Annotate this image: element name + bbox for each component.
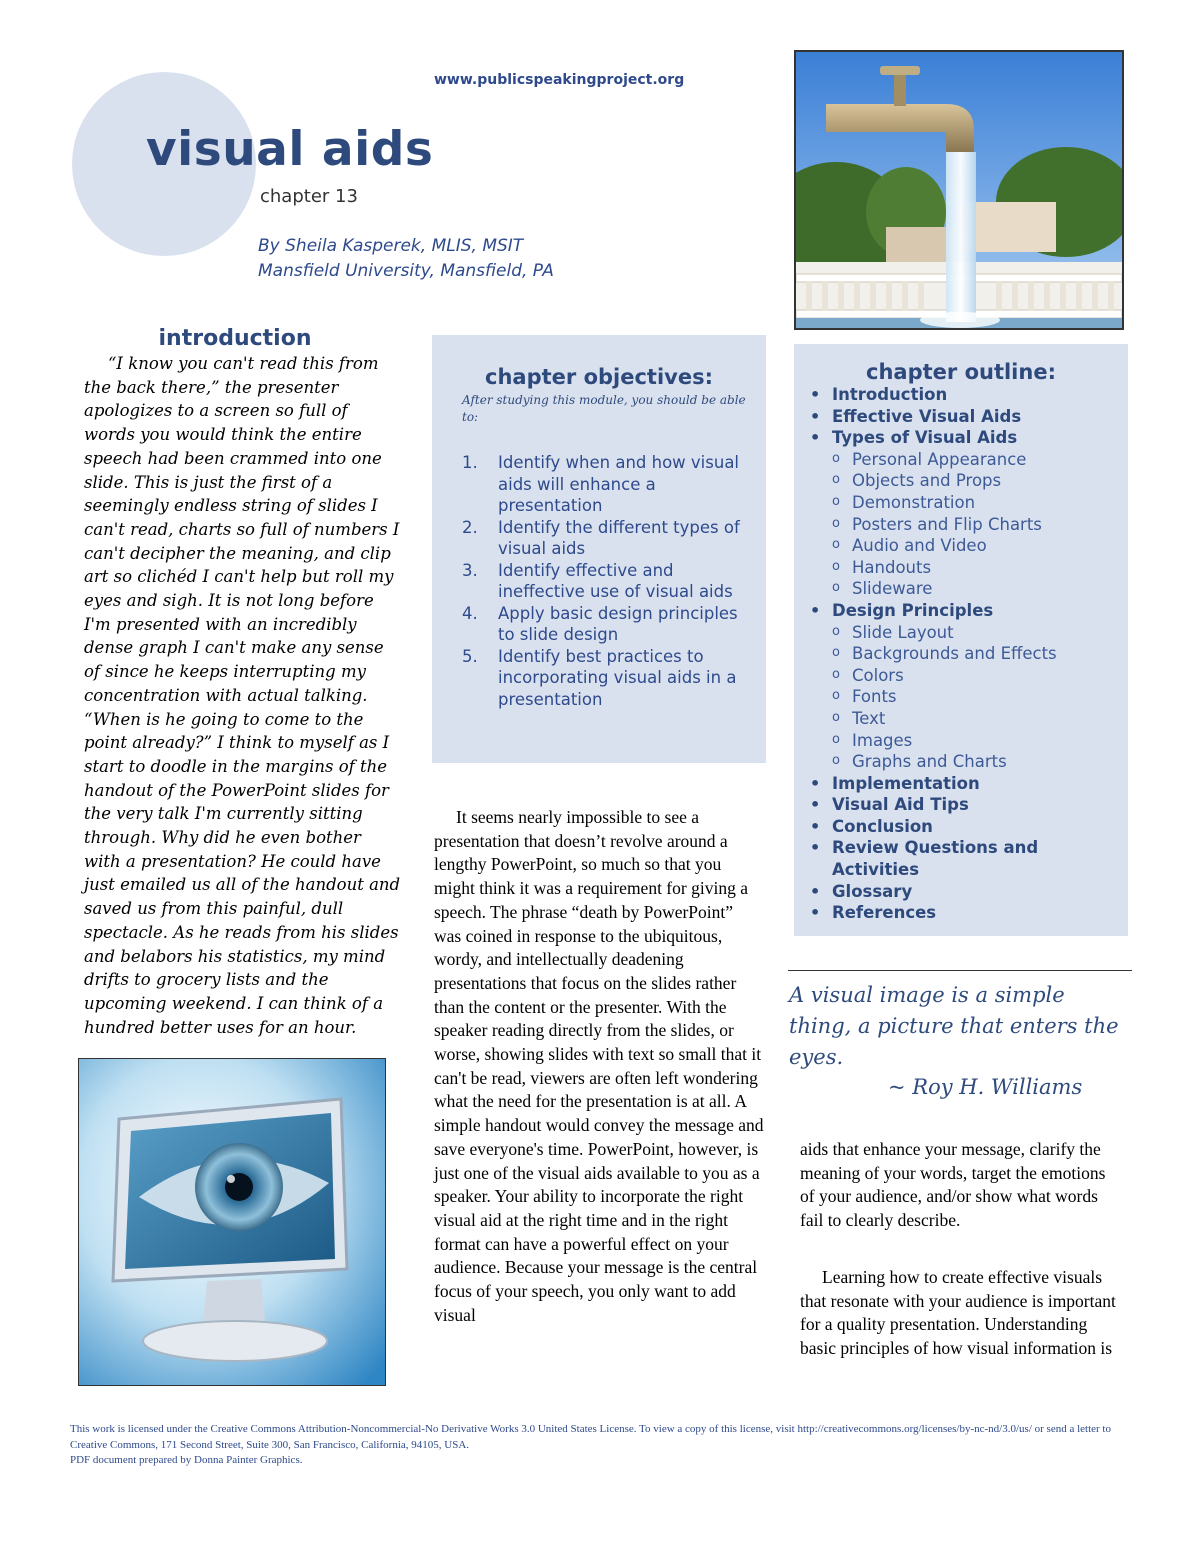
page-title: visual aids xyxy=(146,122,434,177)
byline xyxy=(258,234,554,284)
objective-text: Identify effective and ineffective use of visual aids xyxy=(498,560,733,601)
license-text: This work is licensed under the Creative Commons Attribution-Noncommercial-No Derivative Works 3.0 United States License. To view a copy of this license, visit http://creativecommons.org/licenses/by-nc-nd/3.0/us/ or send a letter to Creative Commons, 171 Second Street, Suite 300, San Francisco, California, 94105, USA. xyxy=(70,1423,1111,1451)
faucet-fountain-photo xyxy=(794,50,1124,330)
monitor-eye-illustration xyxy=(79,1059,385,1385)
chapter-number: chapter 13 xyxy=(260,186,358,207)
objective-text: Apply basic design principles to slide design xyxy=(498,603,738,644)
author-name: By Sheila Kasperek, MLIS, MSIT xyxy=(258,236,524,256)
quote-author: ~ Roy H. Williams xyxy=(888,1075,1083,1099)
objective-number: 5. xyxy=(462,646,478,666)
outline-list xyxy=(810,384,1122,924)
pull-quote: A visual image is a simple thing, a picture that enters the eyes. xyxy=(789,983,1119,1069)
introduction-text: “I know you can't read this from the back there,” the presenter apologizes to a screen so full of words you would think the entire speech had been crammed into one slide. This is just the first of a seemingly endless string of slides I can't read, charts so full of numbers I can't decipher the meaning, and clip art so clichéd I can't help but roll my eyes and sigh. It is not long before I'm presented with an incredibly dense graph I can't make any sense of since he keeps interrupting my concentration with actual talking. “When is he going to come to the point already?” I think to myself as I start to doodle in the margins of the handout of the PowerPoint slides for the very talk I'm currently sitting through. Why did he even bother with a presentation? He could have just emailed us all of the handout and saved us from this painful, dull spectacle. As he reads from his slides and belabors his statistics, my mind drifts to grocery lists and the upcoming weekend. I can think of a hundred better uses for an hour. xyxy=(84,354,401,1037)
outline-subitem: o Handouts xyxy=(810,557,1122,579)
outline-item: • Introduction xyxy=(810,384,1122,406)
outline-subitem: o Posters and Flip Charts xyxy=(810,514,1122,536)
objective-text: Identify best practices to incorporating visual aids in a presentation xyxy=(498,646,737,709)
chapter-objectives-heading: chapter objectives: xyxy=(485,365,713,389)
author-affiliation: Mansfield University, Mansfield, PA xyxy=(258,261,554,281)
objective-item xyxy=(462,603,752,646)
body-text-column-3-part-1: aids that enhance your message, clarify the meaning of your words, target the emotions of your audience, and/or show what words fail to clearly describe. xyxy=(800,1139,1106,1231)
objectives-list xyxy=(462,452,752,710)
outline-subitem: o Slideware xyxy=(810,578,1122,600)
outline-subitem: o Slide Layout xyxy=(810,622,1122,644)
objective-number: 1. xyxy=(462,453,478,472)
outline-item: • Design Principles xyxy=(810,600,1122,622)
outline-item: • Glossary xyxy=(810,881,1122,903)
outline-subitem: o Audio and Video xyxy=(810,535,1122,557)
objective-text: Identify the different types of visual aids xyxy=(498,517,740,558)
outline-subitem: o Images xyxy=(810,730,1122,752)
objective-number: 4. xyxy=(462,603,478,623)
objective-number: 3. xyxy=(462,560,478,580)
body-text-column-3-part-2: Learning how to create effective visuals that resonate with your audience is important for a quality presentation. Understanding basic principles of how visual information is xyxy=(800,1267,1116,1359)
objective-item xyxy=(462,646,752,711)
objective-item xyxy=(462,560,752,603)
outline-subitem: o Personal Appearance xyxy=(810,449,1122,471)
chapter-objectives-subheading: After studying this module, you should be able to: xyxy=(462,393,746,424)
outline-item: • References xyxy=(810,902,1122,924)
faucet-illustration xyxy=(796,52,1122,328)
introduction-heading: introduction xyxy=(158,326,312,351)
license-footer xyxy=(70,1422,1130,1469)
objective-item xyxy=(462,452,752,517)
outline-item: • Review Questions and Activities xyxy=(810,837,1122,880)
objective-item xyxy=(462,517,752,560)
outline-subitem: o Fonts xyxy=(810,686,1122,708)
website-url[interactable]: www.publicspeakingproject.org xyxy=(434,72,685,88)
outline-subitem: o Backgrounds and Effects xyxy=(810,643,1122,665)
outline-item: • Conclusion xyxy=(810,816,1122,838)
quote-divider xyxy=(788,970,1132,971)
outline-subitem: o Demonstration xyxy=(810,492,1122,514)
outline-subitem: o Graphs and Charts xyxy=(810,751,1122,773)
outline-item: • Visual Aid Tips xyxy=(810,794,1122,816)
outline-subitem: o Colors xyxy=(810,665,1122,687)
body-text-column-2: It seems nearly impossible to see a presentation that doesn’t revolve around a lengthy PowerPoint, so much so that you might think it was a requirement for giving a speech. The phrase “death by PowerPoint” was coined in response to the ubiquitous, wordy, and intellectually deadening presentations that focus on the slides rather than the content or the presenter. With the speaker reading directly from the slides, or worse, showing slides with text so small that it can't be read, viewers are often left wondering what the need for the presentation is at all. A simple handout would convey the message and save everyone's time. PowerPoint, however, is just one of the visual aids available to you as a speaker. Your ability to incorporate the right visual aid at the right time and in the right format can have a powerful effect on your audience. Because your message is the central focus of your speech, you only want to add visual xyxy=(434,807,764,1325)
outline-subitem: o Text xyxy=(810,708,1122,730)
objective-text: Identify when and how visual aids will enhance a presentation xyxy=(498,453,740,515)
eye-monitor-image xyxy=(78,1058,386,1386)
objective-number: 2. xyxy=(462,517,478,537)
outline-subitem: o Objects and Props xyxy=(810,470,1122,492)
outline-item: • Effective Visual Aids xyxy=(810,406,1122,428)
chapter-outline-heading: chapter outline: xyxy=(866,360,1056,384)
prepared-by-text: PDF document prepared by Donna Painter Graphics. xyxy=(70,1454,303,1466)
outline-item: • Implementation xyxy=(810,773,1122,795)
outline-item: • Types of Visual Aids xyxy=(810,427,1122,449)
